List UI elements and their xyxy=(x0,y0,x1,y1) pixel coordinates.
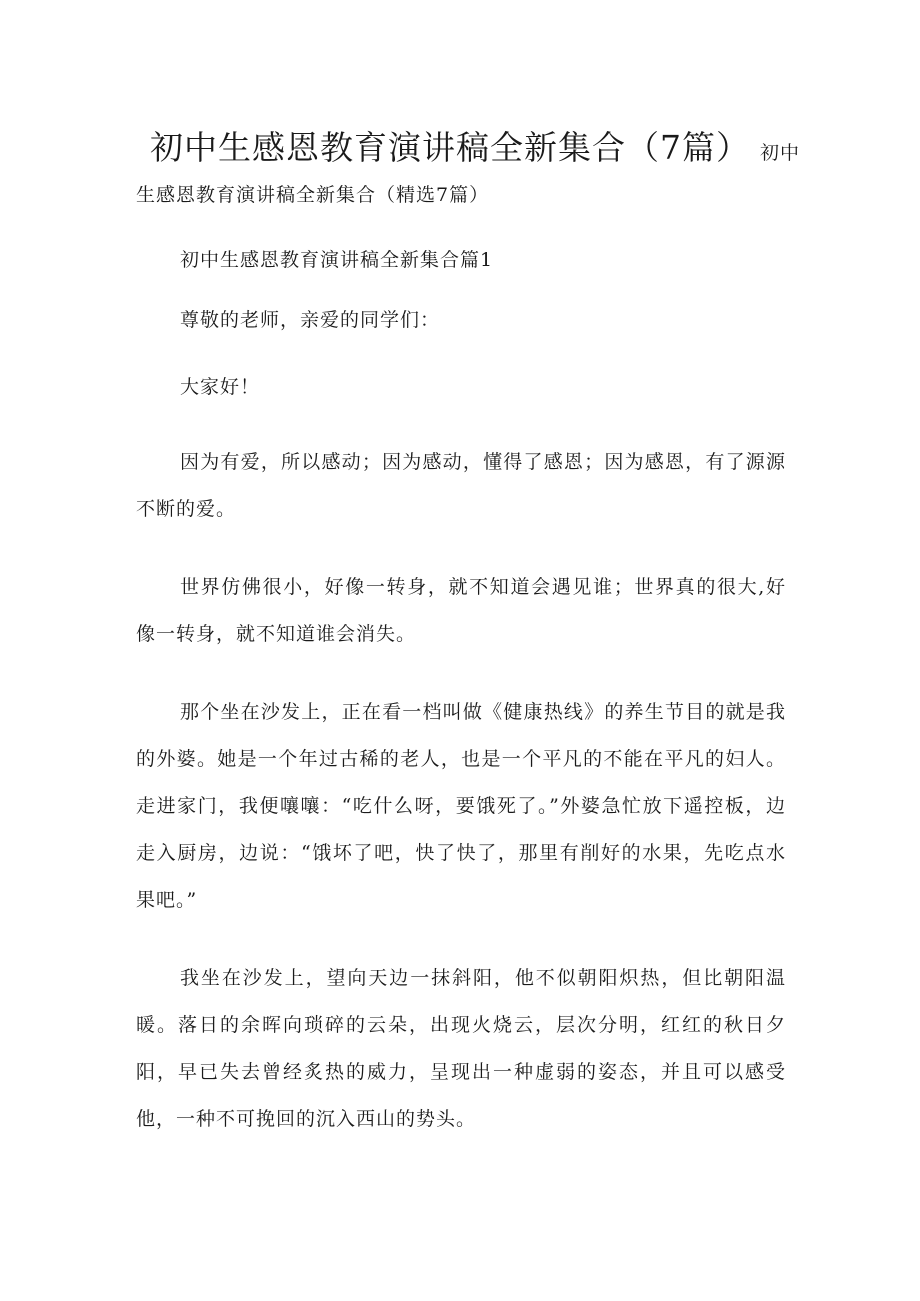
body-text xyxy=(136,305,786,1174)
paragraph: 我坐在沙发上，望向天边一抹斜阳，他不似朝阳炽热，但比朝阳温暖。落日的余晖向琐碎的云朵，出现火烧云，层次分明，红红的秋日夕阳，早已失去曾经炙热的威力，呈现出一种虚弱的姿态，并且可以感受他，一种不可挽回的沉入西山的势头。 xyxy=(136,967,786,1130)
document-title-main: 初中生感恩教育演讲稿全新集合（7篇） xyxy=(150,128,750,167)
paragraph: 因为有爱，所以感动；因为感动，懂得了感恩；因为感恩，有了源源不断的爱。 xyxy=(136,451,786,520)
section-heading: 初中生感恩教育演讲稿全新集合篇1 xyxy=(180,249,494,271)
document-title xyxy=(150,122,801,180)
paragraph: 世界仿佛很小，好像一转身，就不知道会遇见谁；世界真的很大,好像一转身，就不知道谁会消失。 xyxy=(136,576,786,645)
document-title-tail: 初中 xyxy=(760,142,801,164)
paragraph: 那个坐在沙发上，正在看一档叫做《健康热线》的养生节目的就是我的外婆。她是一个年过古稀的老人，也是一个平凡的不能在平凡的妇人。走进家门，我便嚷嚷：“吃什么呀，要饿死了。”外婆急忙放下遥控板，边走入厨房，边说：“饿坏了吧，快了快了，那里有削好的水果，先吃点水果吧。” xyxy=(136,701,786,911)
paragraph-greeting-salutation: 尊敬的老师，亲爱的同学们： xyxy=(180,309,441,331)
paragraph-greeting-hello: 大家好！ xyxy=(180,376,261,398)
document-title-second-line: 生感恩教育演讲稿全新集合（精选7篇） xyxy=(136,184,490,206)
